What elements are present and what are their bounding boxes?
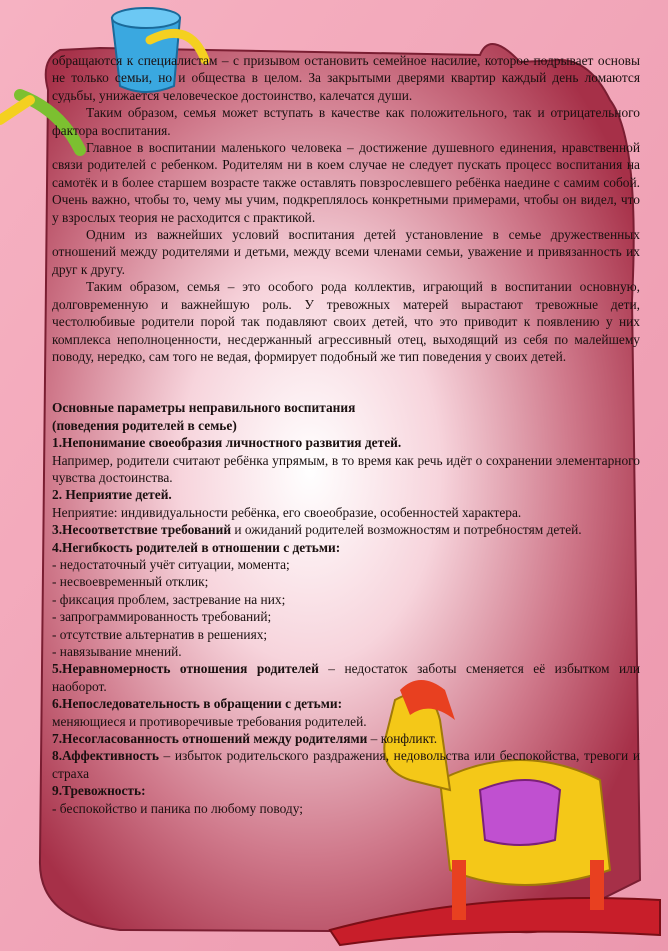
item-3 <box>52 521 640 538</box>
intro-paragraph-3: Главное в воспитании маленького человека – достижение душевного единения, нравственной связи родителей с ребенком. Родителям ни в коем случае не следует пускать процесс воспитания на самотёк и в более старшем возрасте также оставлять повзрослевшего ребёнка наедине с самим собой. Очень важно, чтобы то, чему мы учим, подкреплялось конкретными примерами, чтобы он видел, что у взрослых теория не расходится с практикой. <box>52 140 640 225</box>
item-1-title: 1.Непонимание своеобразия личностного развития детей. <box>52 435 402 451</box>
item-7 <box>52 730 640 747</box>
item-8-text: – избыток родительского раздражения, недовольства или беспокойства, тревоги и страха <box>52 748 640 781</box>
item-7-title: 7.Несогласованность отношений между родителями <box>52 731 368 747</box>
item-5-title: 5.Неравномерность отношения родителей <box>52 661 319 677</box>
item-1-text: Например, родители считают ребёнка упрямым, в то время как речь идёт о сохранении элементарного чувства достоинства. <box>52 452 640 485</box>
item-2-text: Неприятие: индивидуальности ребёнка, его своеобразие, особенностей характера. <box>52 504 522 520</box>
list-item: - недостаточный учёт ситуации, момента; <box>52 556 290 572</box>
item-2-title: 2. Неприятие детей. <box>52 487 172 503</box>
item-7-text: – конфликт. <box>367 731 438 747</box>
section-heading-line-2: (поведения родителей в семье) <box>52 417 237 433</box>
document-body <box>52 52 640 817</box>
intro-paragraph-2: Таким образом, семья может вступать в качестве как положительного, так и отрицательного фактора воспитания. <box>52 105 640 138</box>
item-6-text: меняющиеся и противоречивые требования родителей. <box>52 713 367 729</box>
item-5-text: – недостаток заботы сменяется её избытком или наоборот. <box>52 661 640 694</box>
item-6-title: 6.Непоследовательность в обращении с детьми: <box>52 696 343 712</box>
list-item: - навязывание мнений. <box>52 644 182 659</box>
item-9-title: 9.Тревожность: <box>52 783 146 799</box>
list-item: - отсутствие альтернатив в решениях; <box>52 626 268 642</box>
item-8-title: 8.Аффективность <box>52 748 159 764</box>
item-3-text: и ожиданий родителей возможностям и потребностям детей. <box>231 522 582 538</box>
item-4-title: 4.Негибкость родителей в отношении с детьми: <box>52 539 341 555</box>
item-3-title: 3.Несоответствие требований <box>52 522 232 538</box>
intro-paragraph-4: Одним из важнейших условий воспитания детей установление в семье дружественных отношений между родителями и детьми, между всеми членами семьи, уважение и привязанность их друг к другу. <box>52 227 640 277</box>
list-item: - фиксация проблем, застревание на них; <box>52 591 286 607</box>
list-item: - несвоевременный отклик; <box>52 574 209 590</box>
spacer <box>52 365 640 399</box>
list-item: - запрограммированность требований; <box>52 609 272 625</box>
item-8 <box>52 747 640 782</box>
list-item: - беспокойство и паника по любому поводу; <box>52 800 303 816</box>
section-heading-line-1: Основные параметры неправильного воспитания <box>52 400 356 416</box>
item-5 <box>52 660 640 695</box>
intro-paragraph-1: обращаются к специалистам – с призывом остановить семейное насилие, которое подрывает основы не только семьи, но и общества в целом. За закрытыми дверями квартир каждый день ломаются судьбы, унижается человеческое достоинство, калечатся души. <box>52 53 640 103</box>
intro-paragraph-5: Таким образом, семья – это особого рода коллектив, играющий в воспитании основную, долговременную и важнейшую роль. У тревожных матерей вырастают тревожные дети, честолюбивые родители порой так подавляют своих детей, что это приводит к появлению у них комплекса неполноценности, несдержанный агрессивный отец, выходящий из себя по малейшему поводу, нередко, сам того не ведая, формирует подобный же тип поведения у своих детей. <box>52 279 640 364</box>
